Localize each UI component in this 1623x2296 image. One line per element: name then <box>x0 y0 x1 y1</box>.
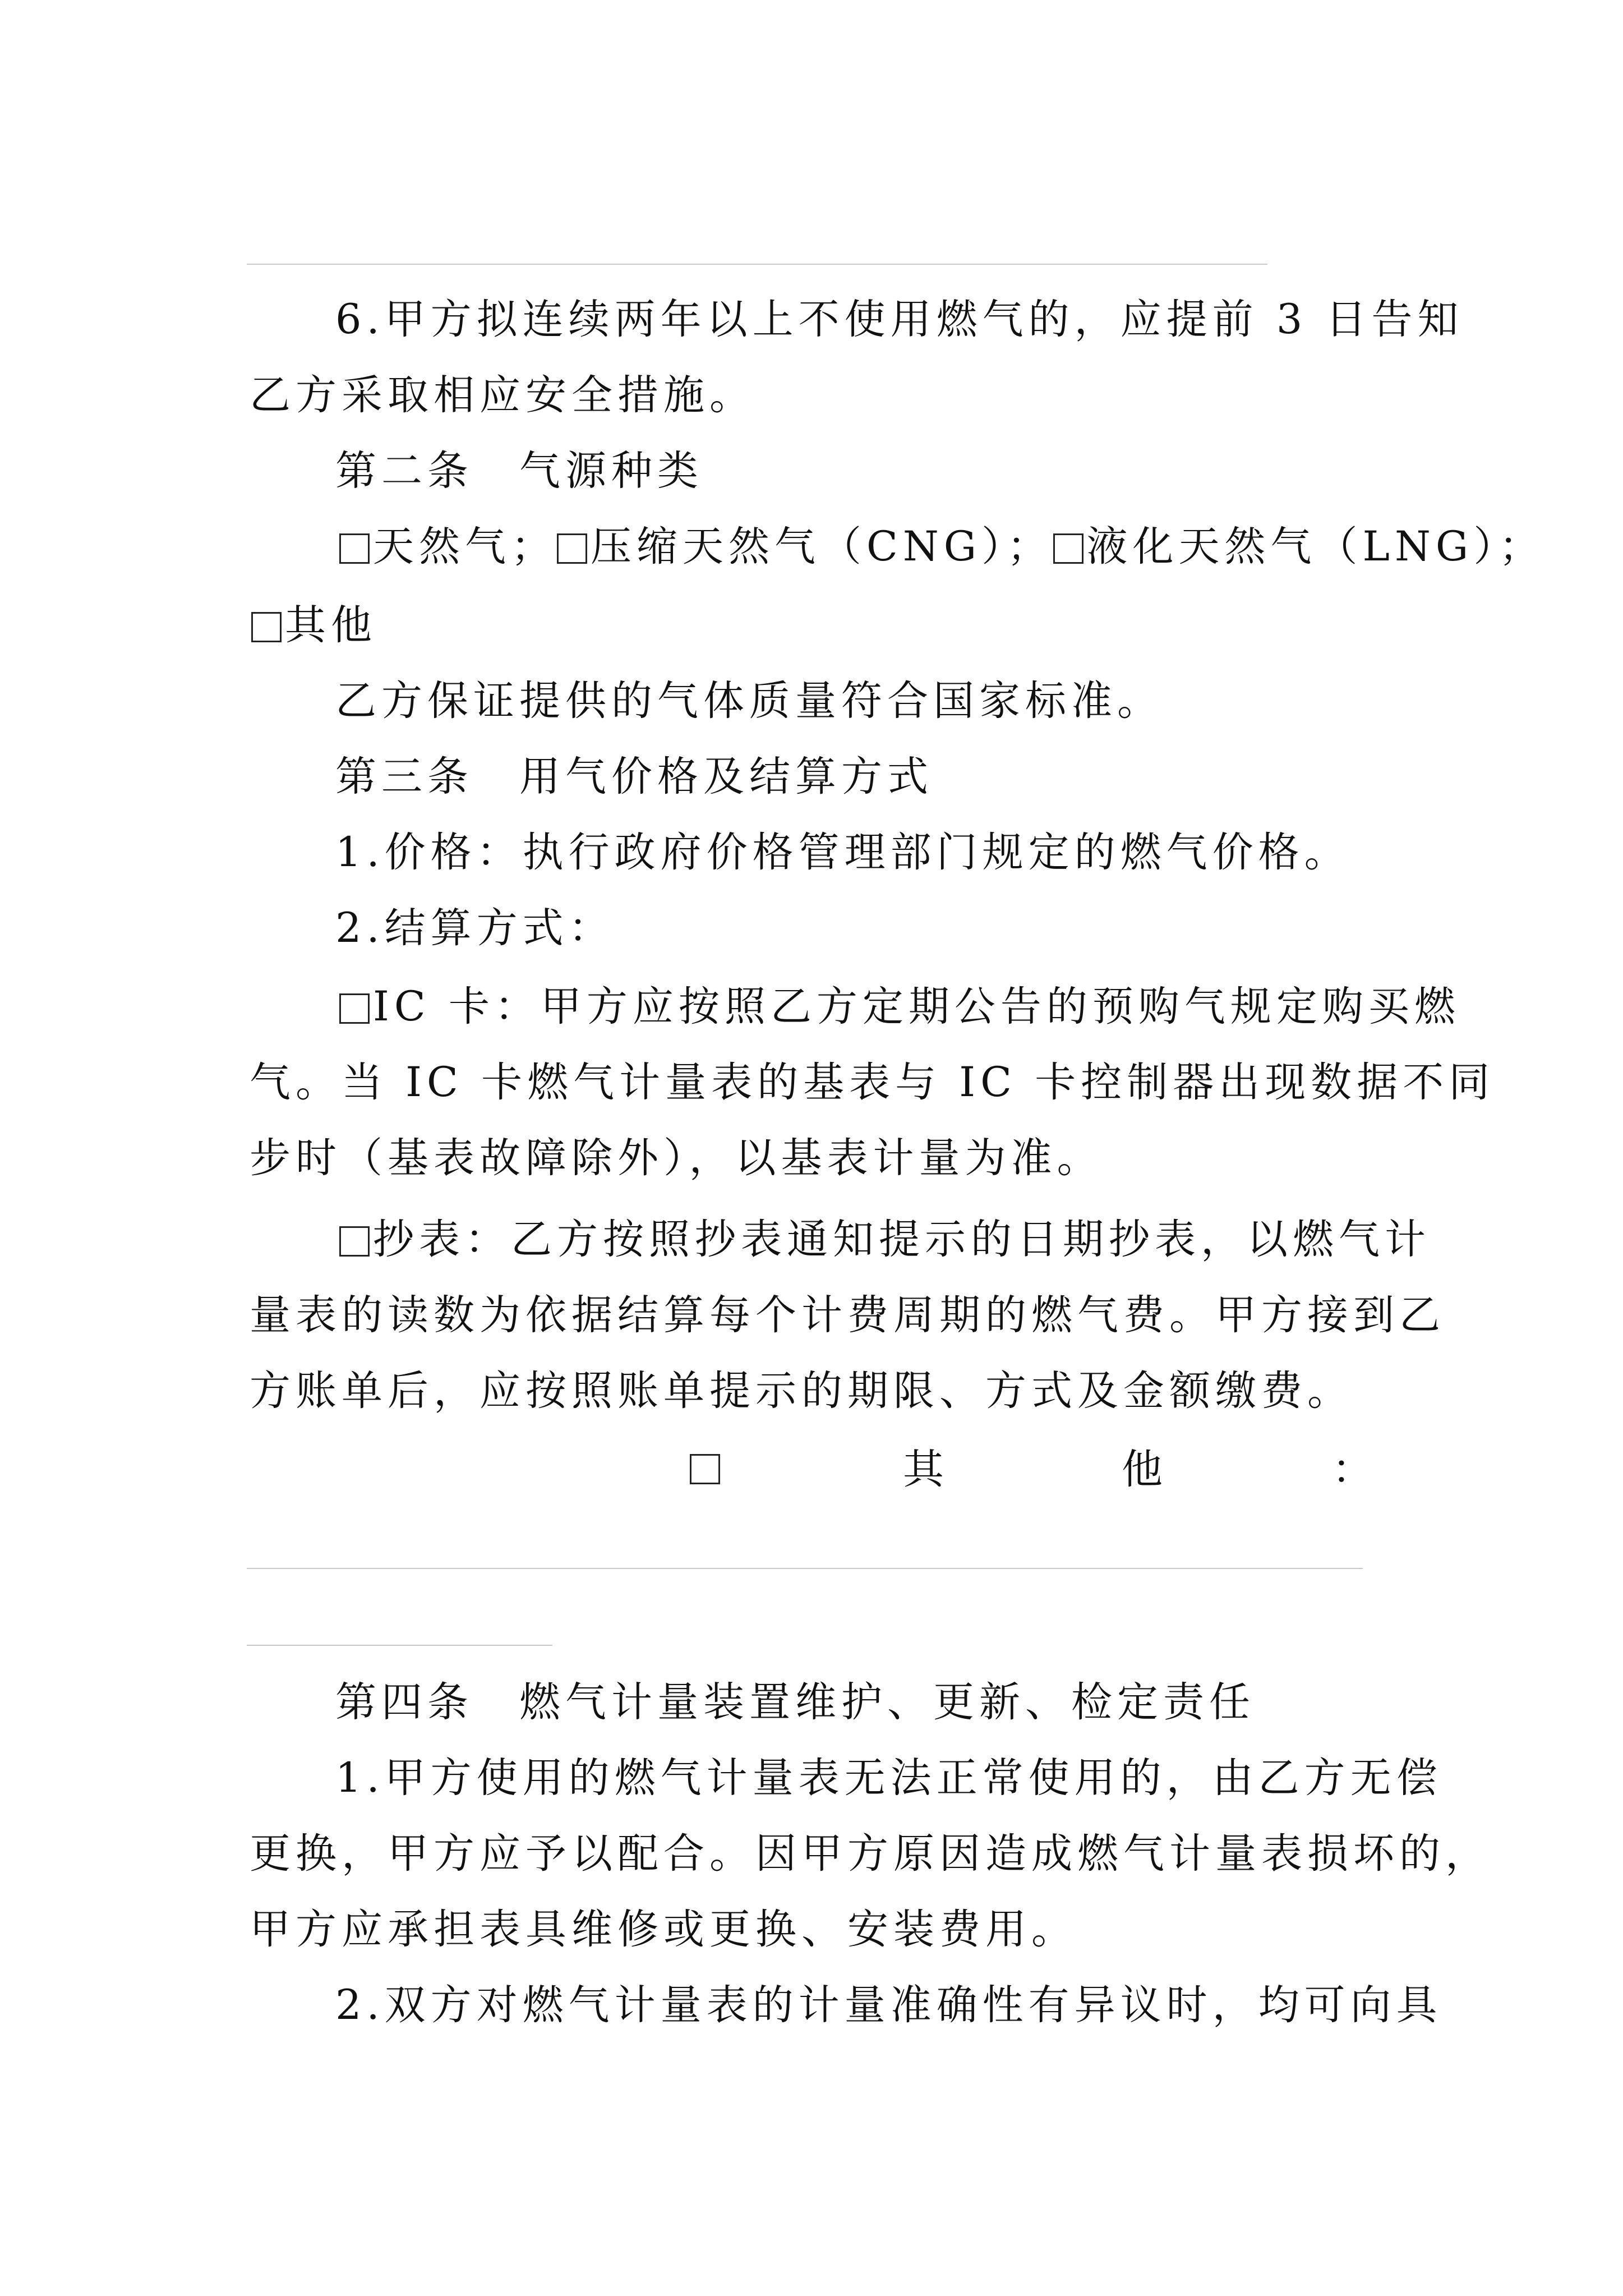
checkbox-cng[interactable] <box>557 533 587 564</box>
option-label: 压缩天然气（CNG）； <box>591 523 1053 570</box>
para-line: 2.双方对燃气计量表的计量准确性有异议时，均可向具 <box>335 1981 1442 2029</box>
checkbox-ic-card[interactable] <box>339 993 370 1024</box>
settlement-meter-reading <box>339 1212 1431 1268</box>
para-line: 量表的读数为依据结算每个计费周期的燃气费。甲方接到乙 <box>250 1291 1445 1339</box>
option-label: 其他 <box>285 601 377 649</box>
para-line: 1.甲方使用的燃气计量表无法正常使用的，由乙方无偿 <box>335 1754 1442 1802</box>
section-heading: 第四条 燃气计量装置维护、更新、检定责任 <box>335 1678 1255 1726</box>
fill-in-blank-line[interactable] <box>247 1568 1363 1569</box>
other-label-char: 他 <box>1122 1446 1163 1493</box>
option-text: IC 卡：甲方应按照乙方定期公告的预购气规定购买燃 <box>373 983 1460 1030</box>
option-label: 天然气； <box>373 523 557 570</box>
checkbox-meter-reading[interactable] <box>339 1226 370 1257</box>
section-heading: 第二条 气源种类 <box>335 447 703 495</box>
para-line: 方账单后，应按照账单提示的期限、方式及金额缴费。 <box>250 1367 1353 1415</box>
para-line: 更换，甲方应予以配合。因甲方原因造成燃气计量表损坏的， <box>250 1830 1491 1878</box>
para-line: 2.结算方式： <box>335 904 615 952</box>
gas-type-other <box>251 597 377 654</box>
settlement-ic-card <box>339 979 1460 1035</box>
para-line: 步时（基表故障除外），以基表计量为准。 <box>250 1134 1103 1182</box>
gas-type-options <box>339 519 1545 575</box>
section-heading: 第三条 用气价格及结算方式 <box>335 753 933 800</box>
para-line: 乙方保证提供的气体质量符合国家标准。 <box>335 677 1163 725</box>
checkbox-lng[interactable] <box>1053 533 1083 564</box>
para-line: 6.甲方拟连续两年以上不使用燃气的，应提前 3 日告知 <box>335 296 1464 343</box>
header-rule <box>247 264 1267 265</box>
checkbox-other-settlement[interactable] <box>690 1454 720 1484</box>
option-label: 液化天然气（LNG）； <box>1086 523 1545 570</box>
other-label-char: 其 <box>903 1446 944 1493</box>
para-line: 1.价格：执行政府价格管理部门规定的燃气价格。 <box>335 829 1350 876</box>
option-text: 抄表：乙方按照抄表通知提示的日期抄表，以燃气计 <box>373 1216 1431 1263</box>
fill-in-blank-line[interactable] <box>247 1645 552 1646</box>
para-line: 甲方应承担表具维修或更换、安装费用。 <box>250 1906 1077 1953</box>
checkbox-other-gas[interactable] <box>251 612 282 642</box>
checkbox-natural-gas[interactable] <box>339 533 370 564</box>
para-line: 气。当 IC 卡燃气计量表的基表与 IC 卡控制器出现数据不同 <box>250 1059 1495 1106</box>
para-line: 乙方采取相应安全措施。 <box>250 371 755 419</box>
other-colon: ： <box>1332 1446 1373 1493</box>
